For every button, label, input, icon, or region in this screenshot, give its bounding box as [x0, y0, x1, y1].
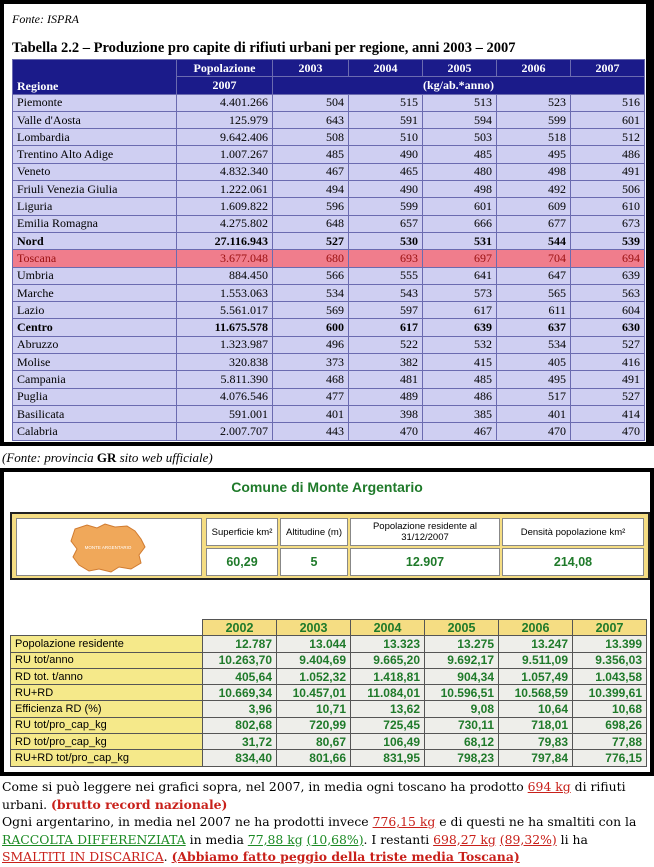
cell-popolazione: 4.832.340 [177, 163, 273, 180]
header-year-2004: 2004 [349, 60, 423, 77]
cell-value: 601 [423, 198, 497, 215]
stats-cell-value: 3,96 [203, 701, 277, 717]
cell-value: 415 [423, 354, 497, 371]
cell-value: 467 [423, 423, 497, 440]
ispra-table-title: Tabella 2.2 – Produzione pro capite di rifiuti urbani per regione, anni 2003 – 2007 [12, 40, 516, 56]
cell-value: 563 [571, 284, 645, 301]
cell-value: 385 [423, 405, 497, 422]
stats-cell-value: 405,64 [203, 668, 277, 684]
cell-value: 486 [423, 388, 497, 405]
cell-value: 465 [349, 163, 423, 180]
header-year-2006: 2006 [497, 60, 571, 77]
cell-value: 512 [571, 129, 645, 146]
stats-cell-value: 13.275 [425, 636, 499, 652]
stats-cell-value: 13,62 [351, 701, 425, 717]
stats-cell-value: 10.263,70 [203, 652, 277, 668]
cell-value: 470 [571, 423, 645, 440]
cell-value: 468 [273, 371, 349, 388]
p2-discarica-percent: (89,32%) [499, 831, 557, 847]
commentary-paragraph [2, 778, 652, 866]
stats-cell-value: 13.399 [573, 636, 647, 652]
info-val-densita: 214,08 [502, 548, 644, 576]
cell-value: 643 [273, 111, 349, 128]
cell-regione: Veneto [13, 163, 177, 180]
cell-value: 604 [571, 302, 645, 319]
stats-cell-value: 1.052,32 [277, 668, 351, 684]
table-row [11, 701, 647, 717]
stats-cell-value: 797,84 [499, 750, 573, 766]
map-label: MONTE ARGENTARIO [84, 545, 132, 550]
cell-regione: Emilia Romagna [13, 215, 177, 232]
cell-value: 485 [423, 146, 497, 163]
cell-value: 544 [497, 232, 571, 249]
cell-value: 527 [273, 232, 349, 249]
cell-value: 697 [423, 250, 497, 267]
cell-value: 594 [423, 111, 497, 128]
stats-cell-value: 798,23 [425, 750, 499, 766]
stats-cell-value: 698,26 [573, 717, 647, 733]
cell-popolazione: 4.401.266 [177, 94, 273, 111]
cell-regione: Calabria [13, 423, 177, 440]
table-row [13, 250, 645, 267]
table-row [13, 405, 645, 422]
stats-cell-value: 31,72 [203, 734, 277, 750]
cell-value: 382 [349, 354, 423, 371]
stats-header-year: 2003 [277, 620, 351, 636]
stats-cell-value: 10.399,61 [573, 685, 647, 701]
cell-value: 637 [497, 319, 571, 336]
cell-value: 506 [571, 181, 645, 198]
cell-value: 496 [273, 336, 349, 353]
cell-value: 491 [571, 371, 645, 388]
cell-value: 639 [571, 267, 645, 284]
p2-argentario-kg: 776,15 kg [372, 814, 436, 829]
monte-argentario-inner [4, 472, 650, 772]
cell-value: 491 [571, 163, 645, 180]
cell-regione: Centro [13, 319, 177, 336]
cell-value: 609 [497, 198, 571, 215]
table-row [13, 146, 645, 163]
cell-value: 522 [349, 336, 423, 353]
cell-regione: Molise [13, 354, 177, 371]
caption-post: sito web ufficiale) [116, 450, 213, 465]
info-head-densita: Densità popolazione km² [502, 518, 644, 546]
stats-cell-value: 718,01 [499, 717, 573, 733]
table-row [11, 636, 647, 652]
cell-value: 405 [497, 354, 571, 371]
cell-popolazione: 4.275.802 [177, 215, 273, 232]
cell-popolazione: 1.007.267 [177, 146, 273, 163]
table-row [13, 129, 645, 146]
cell-value: 518 [497, 129, 571, 146]
cell-value: 555 [349, 267, 423, 284]
cell-value: 416 [571, 354, 645, 371]
stats-cell-value: 1.043,58 [573, 668, 647, 684]
caption-bold: GR [96, 450, 117, 465]
cell-value: 617 [423, 302, 497, 319]
table-row [11, 652, 647, 668]
stats-cell-value: 801,66 [277, 750, 351, 766]
cell-value: 516 [571, 94, 645, 111]
cell-value: 600 [273, 319, 349, 336]
cell-popolazione: 1.222.061 [177, 181, 273, 198]
cell-value: 591 [349, 111, 423, 128]
cell-value: 485 [423, 371, 497, 388]
stats-row-label: RU tot/pro_cap_kg [11, 717, 203, 733]
stats-header-year: 2004 [351, 620, 425, 636]
p1-toscana-kg: 694 kg [527, 779, 571, 794]
ispra-source: Fonte: ISPRA [12, 12, 79, 26]
cell-value: 657 [349, 215, 423, 232]
stats-header-row [11, 620, 647, 636]
cell-value: 543 [349, 284, 423, 301]
stats-cell-value: 802,68 [203, 717, 277, 733]
cell-value: 617 [349, 319, 423, 336]
cell-value: 513 [423, 94, 497, 111]
table-row [11, 734, 647, 750]
stats-cell-value: 10.457,01 [277, 685, 351, 701]
cell-value: 470 [349, 423, 423, 440]
cell-popolazione: 125.979 [177, 111, 273, 128]
stats-cell-value: 80,67 [277, 734, 351, 750]
table-row [13, 198, 645, 215]
municipality-map [16, 518, 202, 576]
p2-text-i: . I restanti [363, 831, 434, 847]
table-row [13, 94, 645, 111]
cell-value: 704 [497, 250, 571, 267]
cell-value: 485 [273, 146, 349, 163]
paragraph-line-2 [2, 813, 652, 866]
p2-discarica-kg: 698,27 kg [433, 831, 496, 847]
table-row [13, 163, 645, 180]
table-row [11, 717, 647, 733]
p2-text-a: Ogni argentarino, in media nel 2007 ne ha prodotti invece [2, 814, 373, 829]
header-year-2005: 2005 [423, 60, 497, 77]
stats-cell-value: 13.323 [351, 636, 425, 652]
p1-text-a: Come si può leggere nei grafici sopra, nel 2007, in media ogni toscano ha prodotto [2, 779, 528, 794]
cell-value: 530 [349, 232, 423, 249]
cell-value: 694 [571, 250, 645, 267]
table-row [13, 302, 645, 319]
cell-popolazione: 3.677.048 [177, 250, 273, 267]
cell-value: 480 [423, 163, 497, 180]
stats-row-label: RD tot. t/anno [11, 668, 203, 684]
cell-value: 596 [273, 198, 349, 215]
cell-regione: Lazio [13, 302, 177, 319]
cell-value: 680 [273, 250, 349, 267]
header-regione: Regione [13, 60, 177, 95]
comune-title: Comune di Monte Argentario [231, 479, 423, 495]
map-shape-icon [17, 519, 203, 577]
cell-regione: Basilicata [13, 405, 177, 422]
stats-header-year: 2007 [573, 620, 647, 636]
cell-value: 648 [273, 215, 349, 232]
cell-value: 630 [571, 319, 645, 336]
stats-cell-value: 10,64 [499, 701, 573, 717]
header-year-2007: 2007 [571, 60, 645, 77]
p2-text-o: . [163, 849, 172, 864]
cell-value: 693 [349, 250, 423, 267]
stats-cell-value: 10,71 [277, 701, 351, 717]
cell-value: 673 [571, 215, 645, 232]
p2-rd-kg: 77,88 kg [247, 831, 303, 847]
cell-value: 486 [571, 146, 645, 163]
stats-row-label: Popolazione residente [11, 636, 203, 652]
cell-value: 401 [273, 405, 349, 422]
cell-value: 470 [497, 423, 571, 440]
cell-popolazione: 9.642.406 [177, 129, 273, 146]
table-row [13, 267, 645, 284]
table-row [11, 685, 647, 701]
paragraph-line-1 [2, 778, 652, 813]
cell-value: 517 [497, 388, 571, 405]
p2-rd-percent: (10,68%) [306, 831, 364, 847]
cell-value: 504 [273, 94, 349, 111]
cell-value: 398 [349, 405, 423, 422]
cell-value: 490 [349, 181, 423, 198]
cell-popolazione: 884.450 [177, 267, 273, 284]
cell-value: 467 [273, 163, 349, 180]
table-row [13, 215, 645, 232]
header-popolazione: Popolazione [177, 60, 273, 77]
p2-text-c: e di questi ne ha smaltiti con la [435, 814, 637, 829]
cell-value: 527 [571, 336, 645, 353]
stats-header-year: 2006 [499, 620, 573, 636]
table-row [11, 750, 647, 766]
comune-info-box [10, 512, 650, 580]
stats-cell-value: 10.568,59 [499, 685, 573, 701]
table-row [13, 354, 645, 371]
stats-row-label: RU+RD [11, 685, 203, 701]
stats-row-label: Efficienza RD (%) [11, 701, 203, 717]
p2-text-m: li ha [556, 831, 588, 847]
cell-value: 677 [497, 215, 571, 232]
header-popolazione-year: 2007 [177, 77, 273, 94]
p1-record-note: (brutto record nazionale) [51, 796, 228, 812]
cell-popolazione: 320.838 [177, 354, 273, 371]
cell-value: 495 [497, 371, 571, 388]
cell-value: 492 [497, 181, 571, 198]
header-year-2003: 2003 [273, 60, 349, 77]
cell-value: 477 [273, 388, 349, 405]
info-head-superficie: Superficie km² [206, 518, 278, 546]
stats-cell-value: 9,08 [425, 701, 499, 717]
stats-row-label: RU+RD tot/pro_cap_kg [11, 750, 203, 766]
stats-cell-value: 776,15 [573, 750, 647, 766]
stats-cell-value: 9.511,09 [499, 652, 573, 668]
stats-header-blank [11, 620, 203, 636]
cell-popolazione: 1.553.063 [177, 284, 273, 301]
cell-popolazione: 4.076.546 [177, 388, 273, 405]
cell-value: 534 [273, 284, 349, 301]
cell-value: 515 [349, 94, 423, 111]
cell-popolazione: 2.007.707 [177, 423, 273, 440]
cell-value: 639 [423, 319, 497, 336]
cell-value: 601 [571, 111, 645, 128]
stats-cell-value: 11.084,01 [351, 685, 425, 701]
cell-value: 647 [497, 267, 571, 284]
info-val-superficie: 60,29 [206, 548, 278, 576]
cell-value: 481 [349, 371, 423, 388]
table-row [13, 111, 645, 128]
stats-cell-value: 10.669,34 [203, 685, 277, 701]
cell-value: 539 [571, 232, 645, 249]
cell-value: 569 [273, 302, 349, 319]
cell-regione: Abruzzo [13, 336, 177, 353]
stats-table-body [11, 636, 647, 766]
cell-value: 597 [349, 302, 423, 319]
ispra-table [12, 59, 645, 441]
comune-stats-table [10, 619, 647, 767]
cell-value: 611 [497, 302, 571, 319]
cell-value: 373 [273, 354, 349, 371]
cell-popolazione: 27.116.943 [177, 232, 273, 249]
table-row [13, 232, 645, 249]
p2-worse-note: (Abbiamo fatto peggio della triste media Toscana) [171, 849, 520, 864]
p2-text-e: in media [185, 831, 248, 847]
table-row [11, 668, 647, 684]
cell-value: 503 [423, 129, 497, 146]
cell-value: 510 [349, 129, 423, 146]
stats-cell-value: 730,11 [425, 717, 499, 733]
cell-value: 498 [423, 181, 497, 198]
cell-value: 532 [423, 336, 497, 353]
cell-value: 599 [349, 198, 423, 215]
cell-regione: Toscana [13, 250, 177, 267]
cell-value: 527 [571, 388, 645, 405]
stats-cell-value: 1.057,49 [499, 668, 573, 684]
cell-regione: Umbria [13, 267, 177, 284]
stats-cell-value: 77,88 [573, 734, 647, 750]
fonte-provincia-caption [2, 450, 213, 466]
cell-value: 490 [349, 146, 423, 163]
stats-cell-value: 834,40 [203, 750, 277, 766]
cell-regione: Liguria [13, 198, 177, 215]
p1-text-c: di rifiuti urbani. [2, 779, 626, 812]
cell-value: 566 [273, 267, 349, 284]
stats-cell-value: 79,83 [499, 734, 573, 750]
cell-value: 565 [497, 284, 571, 301]
cell-value: 498 [497, 163, 571, 180]
cell-popolazione: 591.001 [177, 405, 273, 422]
stats-cell-value: 9.692,17 [425, 652, 499, 668]
info-head-altitudine: Altitudine (m) [280, 518, 348, 546]
stats-header-year: 2002 [203, 620, 277, 636]
cell-regione: Trentino Alto Adige [13, 146, 177, 163]
cell-regione: Marche [13, 284, 177, 301]
cell-value: 523 [497, 94, 571, 111]
table-row [13, 423, 645, 440]
caption-pre: (Fonte: provincia [2, 450, 97, 465]
table-row [13, 319, 645, 336]
cell-popolazione: 11.675.578 [177, 319, 273, 336]
cell-value: 401 [497, 405, 571, 422]
cell-regione: Nord [13, 232, 177, 249]
cell-value: 495 [497, 146, 571, 163]
cell-popolazione: 1.609.822 [177, 198, 273, 215]
cell-value: 534 [497, 336, 571, 353]
stats-cell-value: 10.596,51 [425, 685, 499, 701]
table-row [13, 371, 645, 388]
cell-value: 573 [423, 284, 497, 301]
cell-value: 508 [273, 129, 349, 146]
stats-cell-value: 13.247 [499, 636, 573, 652]
header-unit: (kg/ab.*anno) [273, 77, 645, 94]
cell-value: 610 [571, 198, 645, 215]
stats-row-label: RU tot/anno [11, 652, 203, 668]
cell-regione: Lombardia [13, 129, 177, 146]
stats-cell-value: 725,45 [351, 717, 425, 733]
table-row [13, 284, 645, 301]
cell-popolazione: 5.811.390 [177, 371, 273, 388]
cell-value: 641 [423, 267, 497, 284]
monte-argentario-panel [0, 468, 654, 776]
stats-cell-value: 12.787 [203, 636, 277, 652]
cell-value: 414 [571, 405, 645, 422]
stats-cell-value: 904,34 [425, 668, 499, 684]
info-val-popolazione: 12.907 [350, 548, 500, 576]
cell-value: 666 [423, 215, 497, 232]
cell-value: 599 [497, 111, 571, 128]
table-row [13, 388, 645, 405]
stats-cell-value: 13.044 [277, 636, 351, 652]
p2-raccolta-differenziata: RACCOLTA DIFFERENZIATA [2, 831, 186, 847]
cell-popolazione: 1.323.987 [177, 336, 273, 353]
stats-cell-value: 831,95 [351, 750, 425, 766]
stats-cell-value: 68,12 [425, 734, 499, 750]
cell-regione: Piemonte [13, 94, 177, 111]
cell-regione: Valle d'Aosta [13, 111, 177, 128]
stats-cell-value: 10,68 [573, 701, 647, 717]
info-val-altitudine: 5 [280, 548, 348, 576]
cell-regione: Campania [13, 371, 177, 388]
table-row [13, 181, 645, 198]
cell-regione: Friuli Venezia Giulia [13, 181, 177, 198]
p2-smaltiti-discarica: SMALTITI IN DISCARICA [2, 849, 164, 864]
stats-cell-value: 1.418,81 [351, 668, 425, 684]
cell-popolazione: 5.561.017 [177, 302, 273, 319]
stats-row-label: RD tot/pro_cap_kg [11, 734, 203, 750]
info-head-popolazione: Popolazione residente al 31/12/2007 [350, 518, 500, 546]
ispra-table-body [13, 94, 645, 440]
table-row [13, 336, 645, 353]
cell-value: 443 [273, 423, 349, 440]
stats-cell-value: 9.356,03 [573, 652, 647, 668]
stats-cell-value: 9.665,20 [351, 652, 425, 668]
stats-header-year: 2005 [425, 620, 499, 636]
cell-value: 494 [273, 181, 349, 198]
cell-value: 489 [349, 388, 423, 405]
stats-cell-value: 9.404,69 [277, 652, 351, 668]
cell-value: 531 [423, 232, 497, 249]
cell-regione: Puglia [13, 388, 177, 405]
stats-cell-value: 106,49 [351, 734, 425, 750]
stats-cell-value: 720,99 [277, 717, 351, 733]
